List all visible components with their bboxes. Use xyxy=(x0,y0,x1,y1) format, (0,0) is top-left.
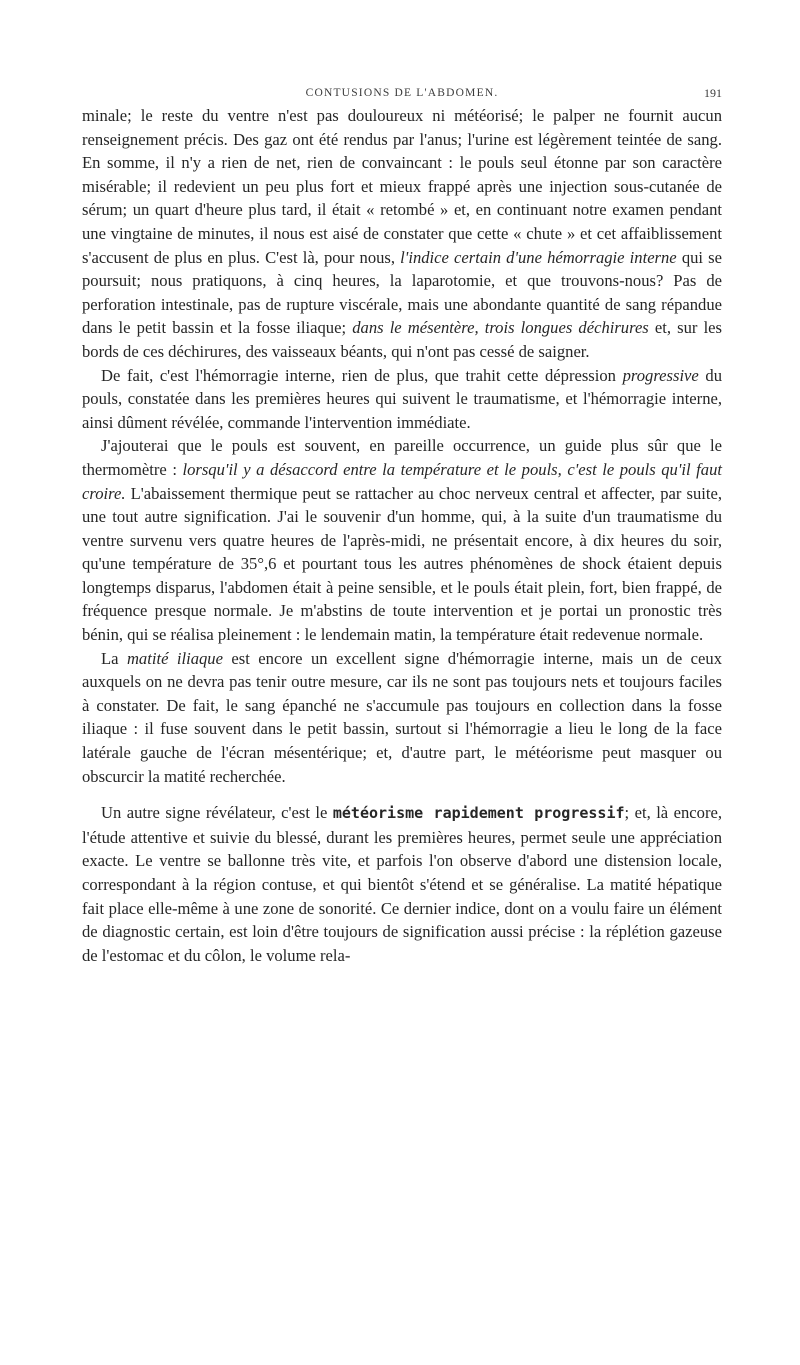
book-page xyxy=(82,82,722,967)
running-head xyxy=(82,82,722,104)
paragraph-1 xyxy=(82,104,722,364)
italic-emphasis: l'indice certain d'une hémorragie interne xyxy=(400,247,677,267)
paragraph-text: Un autre signe révélateur, c'est le xyxy=(101,803,333,823)
paragraph-text: De fait, c'est l'hémorragie interne, rien de plus, que trahit cette dépression xyxy=(101,365,623,385)
paragraph-text: J'ajouterai que le pouls est souvent, en pareille occurrence, un guide plus sûr que le thermomètre : xyxy=(82,436,722,479)
page-number: 191 xyxy=(704,86,722,100)
running-title: CONTUSIONS DE L'ABDOMEN. xyxy=(305,87,499,99)
paragraph-5 xyxy=(82,801,722,967)
italic-emphasis: progressive xyxy=(622,365,699,385)
paragraph-text: du pouls, constatée dans les premières heures qui suivent le traumatisme, et l'hémorragie interne, ainsi dûment révélée, commande l'intervention immédiate. xyxy=(82,365,722,432)
paragraph-4 xyxy=(82,647,722,789)
paragraph-text: L'abaissement thermique peut se rattacher au choc nerveux central et affecter, par suite, une tout autre signification. J'ai le souvenir d'un homme, qui, à la suite d'un traumatisme du ventre survenu vers quatre heures de l'après-midi, ne présentait encore, à dix heures du soir, qu'une température de 35°,6 et pourtant tous les autres phénomènes de shock étaient depuis longtemps disparus, l'abdomen était à peine sensible, et le pouls était plein, fort, bien frappé, de fréquence presque normale. Je m'abstins de toute intervention et je portai un pronostic très bénin, qui se réalisa pleinement : le lendemain matin, la température était redevenue normale. xyxy=(82,483,722,645)
paragraph-text: ; et, là encore, l'étude attentive et suivie du blessé, durant les premières heures, permet seule une appréciation exacte. Le ventre se ballonne très vite, et parfois l'on observe d'abord une distension locale, correspondant à la région contuse, et qui bientôt s'étend et se généralise. La matité hépatique fait place elle-même à une zone de sonorité. Ce dernier indice, dont on a voulu faire un élément de diagnostic certain, est loin d'être toujours de signification aussi précise : la réplétion gazeuse de l'estomac et du côlon, le volume rela- xyxy=(82,803,723,965)
paragraph-text: est encore un excellent signe d'hémorragie interne, mais un de ceux auxquels on ne devra pas tenir outre mesure, car ils ne sont pas toujours nets et toujours faciles à constater. De fait, le sang épanché ne s'accumule pas toujours en collection dans la fosse iliaque : il fuse souvent dans le petit bassin, surtout si l'hémorragie a lieu le long de la face latérale gauche de l'écran mésentérique; et, d'autre part, le météorisme peut masquer ou obscurcir la matité recherchée. xyxy=(82,648,722,786)
paragraph-2 xyxy=(82,364,722,435)
italic-emphasis: dans le mésentère, trois longues déchirures xyxy=(352,318,649,338)
paragraph-text: et, sur les bords de ces déchirures, des vaisseaux béants, qui n'ont pas cessé de saigner. xyxy=(82,318,722,361)
italic-emphasis: lorsqu'il y a désaccord entre la température et le pouls, c'est le pouls qu'il faut croire. xyxy=(82,459,722,503)
bold-emphasis: météorisme rapidement progressif xyxy=(332,804,625,823)
paragraph-text: La xyxy=(101,648,127,668)
paragraph-text: minale; le reste du ventre n'est pas douloureux ni météorisé; le palper ne fournit aucun renseignement précis. Des gaz ont été rendus par l'anus; l'urine est légèrement teintée de sang. En somme, il n'y a rien de net, rien de convaincant : le pouls seul étonne par son caractère misérable; il redevient un peu plus fort et mieux frappé après une injection sous-cutanée de sérum; un quart d'heure plus tard, il était « retombé » et, en continuant notre examen pendant une vingtaine de minutes, il nous est aisé de constater que cette « chute » et cet affaiblissement s'accusent de plus en plus. C'est là, pour nous, xyxy=(82,106,722,267)
paragraph-3 xyxy=(82,434,722,646)
paragraph-text: qui se poursuit; nous pratiquons, à cinq heures, la laparotomie, et que trouvons-nous? Pas de perforation intestinale, pas de rupture viscérale, mais une abondante quantité de sang répandue dans le petit bassin et la fosse iliaque; xyxy=(82,247,722,338)
italic-emphasis: matité iliaque xyxy=(126,648,223,668)
